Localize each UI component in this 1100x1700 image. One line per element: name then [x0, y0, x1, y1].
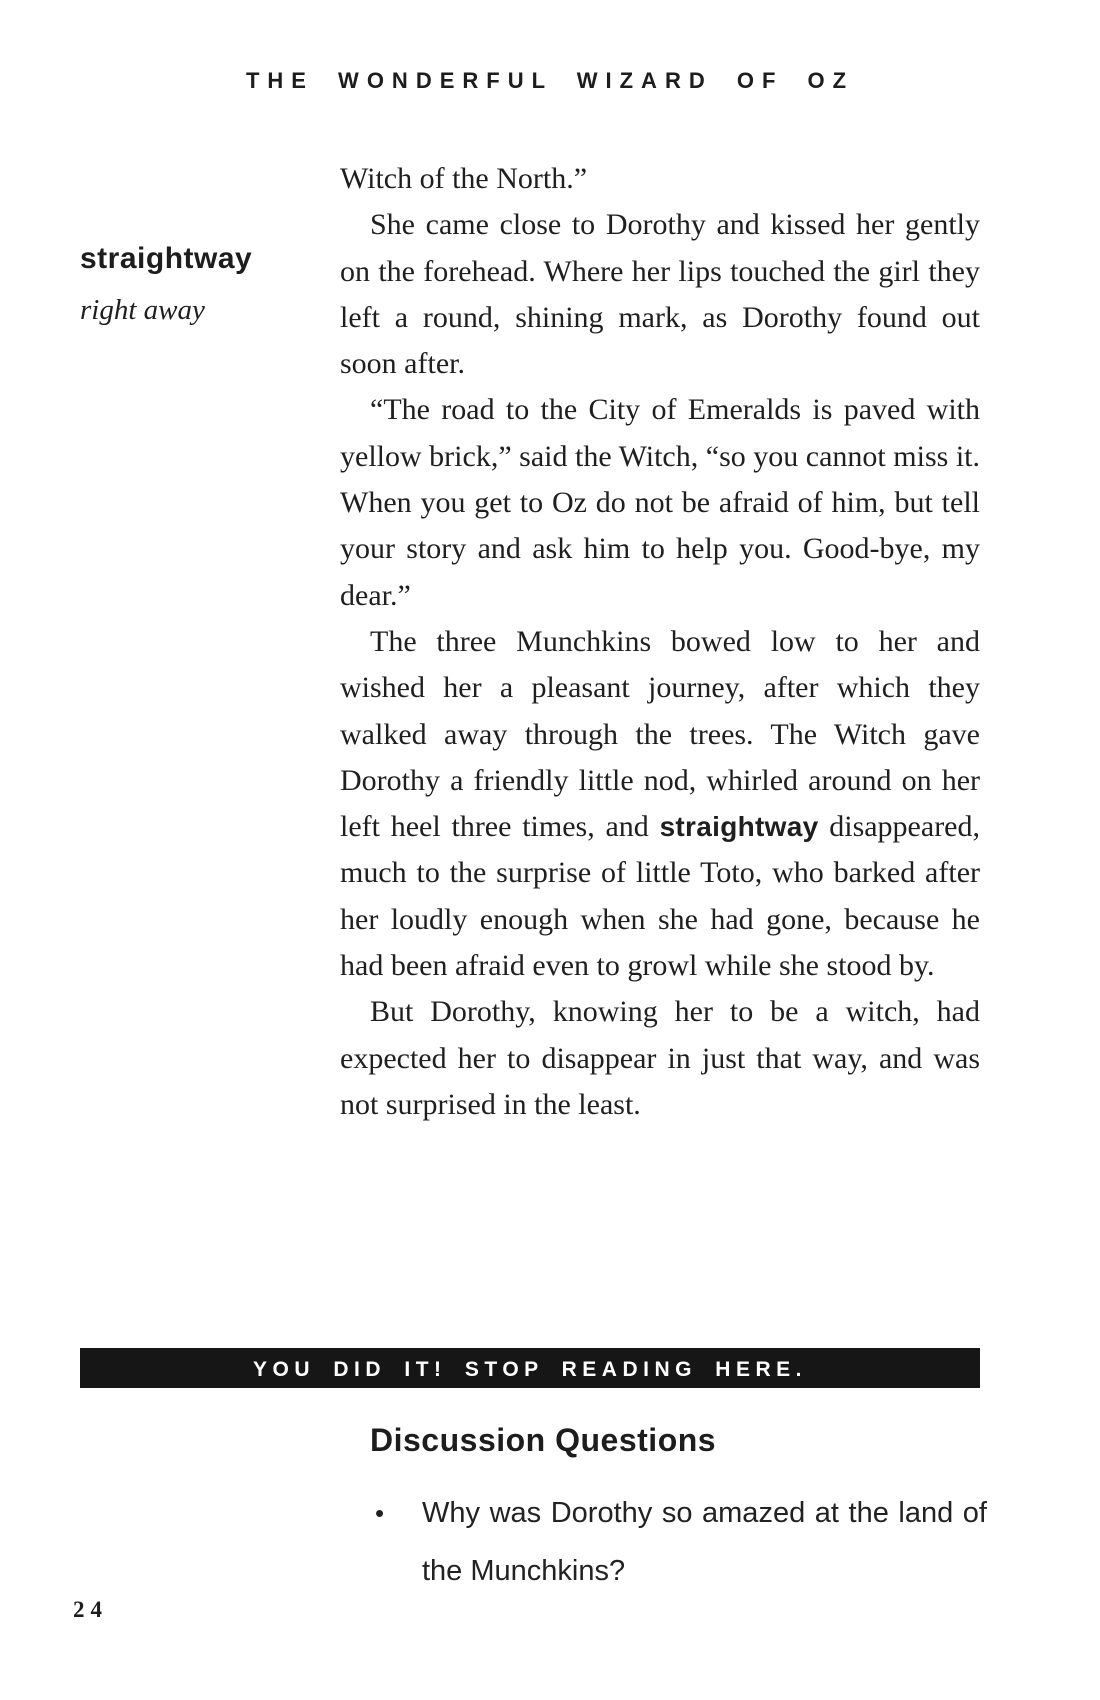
body-paragraph — [340, 387, 980, 618]
body-paragraph — [340, 156, 980, 202]
discussion-question-item — [375, 1484, 987, 1600]
body-text-segment: “The road to the City of Emeralds is paved with yellow brick,” said the Witch, “so you cannot miss it. When you get to Oz do not be afraid of him, but tell your story and ask him to help you. Good-bye, my dear.” — [340, 393, 980, 612]
body-paragraph — [340, 202, 980, 387]
question-text: Why was Dorothy so amazed at the land of the Munchkins? — [422, 1497, 987, 1587]
body-paragraph — [340, 619, 980, 989]
stop-banner — [80, 1348, 980, 1388]
body-text-segment: But Dorothy, knowing her to be a witch, had expected her to disappear in just that way, and was not surprised in the least. — [340, 995, 980, 1121]
body-text — [340, 156, 980, 1128]
vocab-term: straightway — [80, 242, 253, 275]
discussion-heading: Discussion Questions — [370, 1422, 717, 1458]
discussion-question-list — [375, 1484, 987, 1600]
stop-banner-label: YOU DID IT! STOP READING HERE. — [253, 1357, 807, 1381]
bullet-icon: • — [375, 1498, 385, 1528]
body-text-segment: The three Munchkins bowed low to her and wished her a pleasant journey, after which they walked away through the trees. The Witch gave Dorothy a friendly little nod, whirled around on her left heel three times, and — [340, 624, 980, 844]
margin-note — [80, 240, 330, 328]
body-text-segment: disappeared, much to the surprise of little Toto, who barked after her loudly enough when she had gone, because he had been afraid even to growl while she stood by. — [340, 810, 980, 983]
vocab-definition: right away — [80, 294, 205, 326]
body-paragraph — [340, 989, 980, 1128]
running-head: THE WONDERFUL WIZARD OF OZ — [245, 68, 855, 93]
body-text-segment: Witch of the North.” — [340, 162, 588, 195]
vocab-term-inline: straightway — [659, 811, 819, 843]
page-number: 24 — [73, 1597, 108, 1622]
body-text-segment: She came close to Dorothy and kissed her gently on the forehead. Where her lips touched the girl they left a round, shining mark, as Dorothy found out soon after. — [340, 208, 980, 381]
